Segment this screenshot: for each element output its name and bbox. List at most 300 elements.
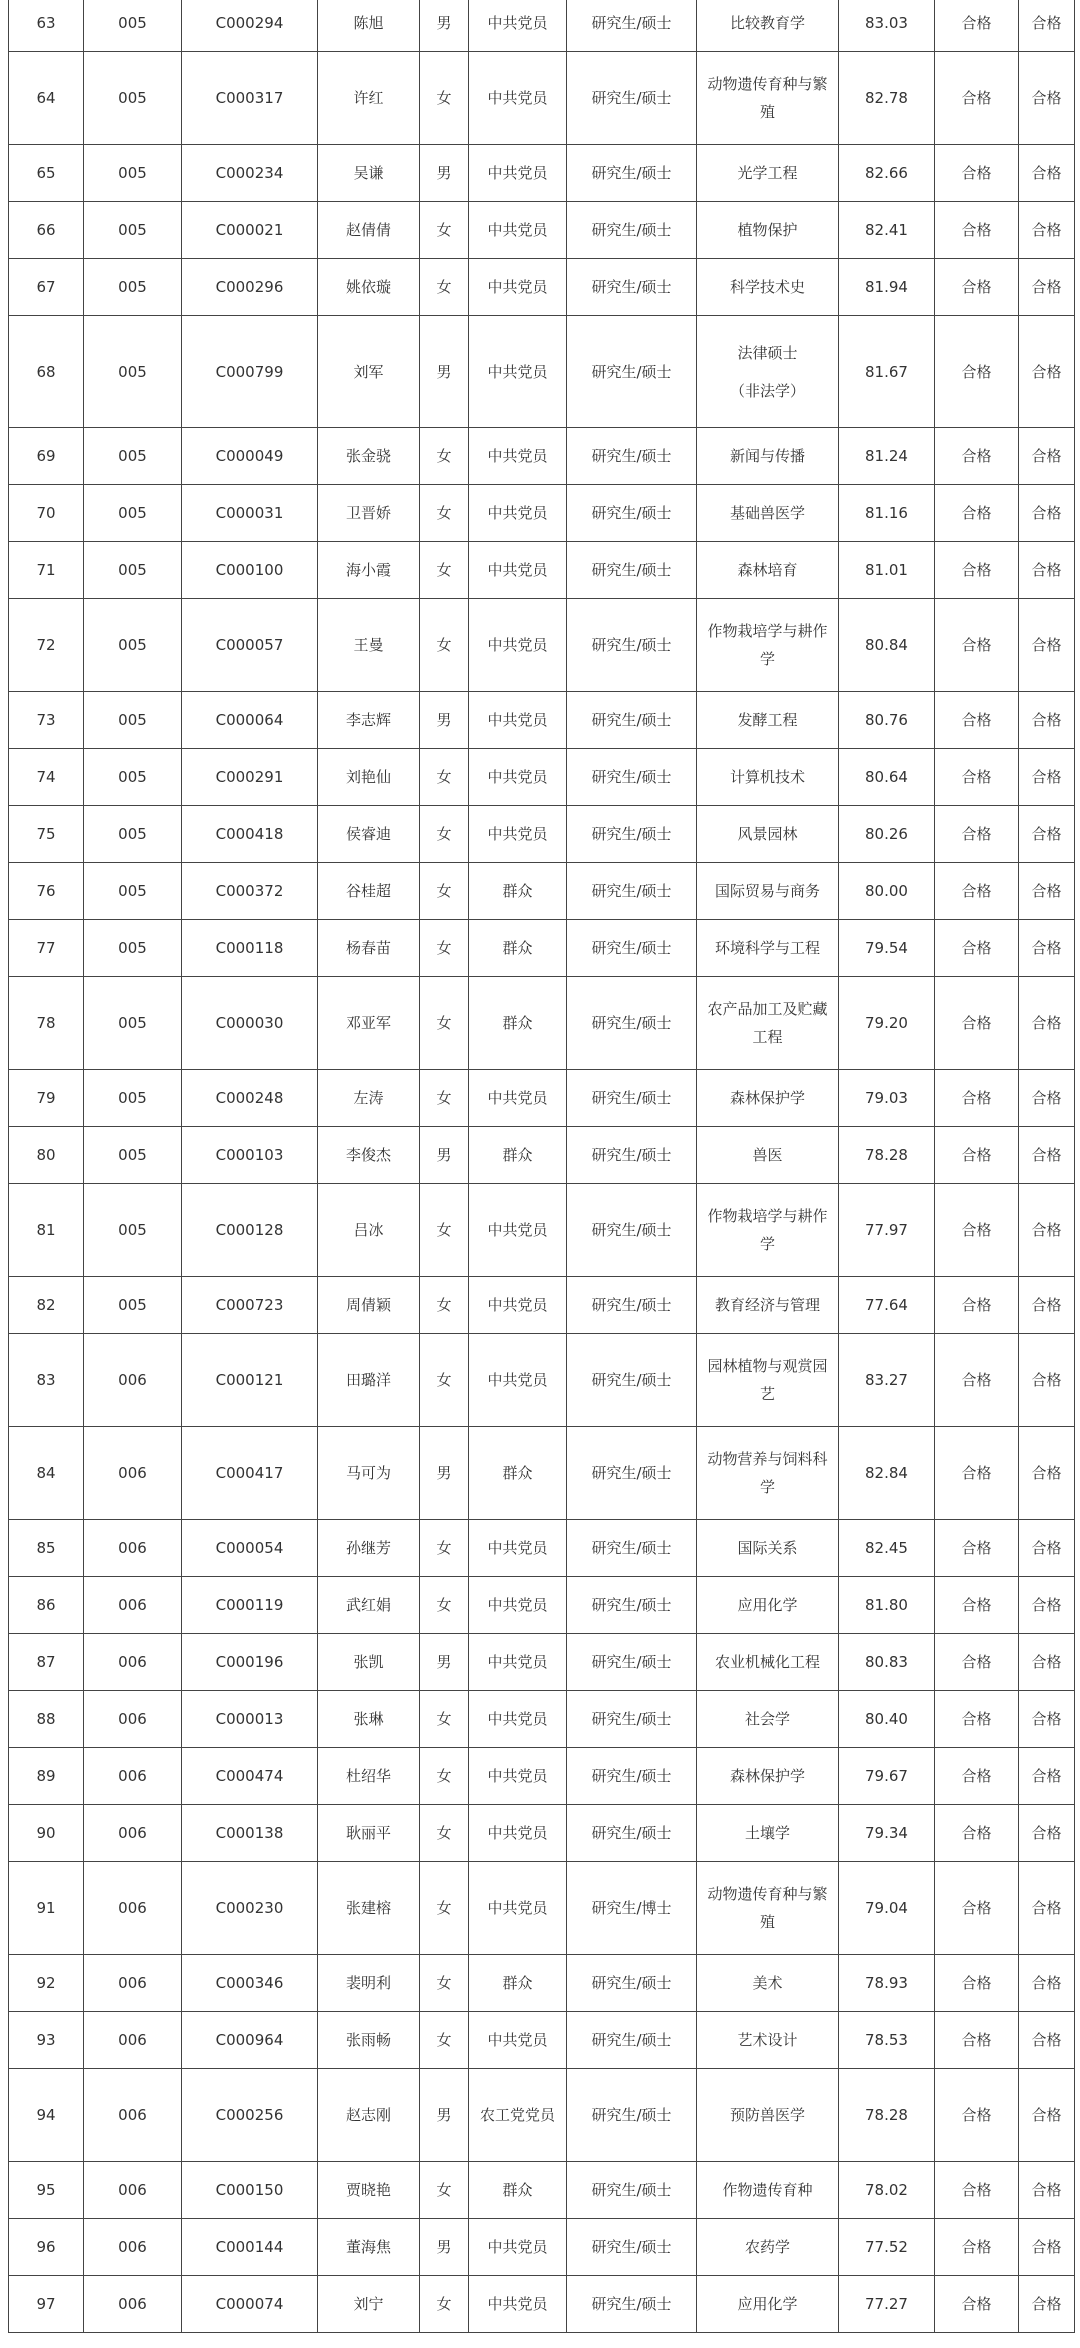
major-cell: 作物遗传育种 [697, 2162, 839, 2219]
row-number-cell: 75 [9, 806, 84, 863]
gender-cell: 女 [420, 52, 469, 145]
row-number-cell: 79 [9, 1070, 84, 1127]
row-number-cell: 90 [9, 1805, 84, 1862]
political-status-cell: 群众 [469, 977, 567, 1070]
political-status-cell: 中共党员 [469, 2276, 567, 2333]
score-cell: 78.53 [839, 2012, 935, 2069]
gender-cell: 男 [420, 1427, 469, 1520]
political-status-cell: 中共党员 [469, 1520, 567, 1577]
unit-code-cell: 006 [84, 1634, 182, 1691]
result-cell: 合格 [935, 1184, 1019, 1277]
unit-code-cell: 005 [84, 145, 182, 202]
table-row [9, 1070, 1075, 1127]
row-number-cell: 73 [9, 692, 84, 749]
education-cell: 研究生/硕士 [567, 863, 697, 920]
political-status-cell: 中共党员 [469, 1805, 567, 1862]
row-number-cell: 74 [9, 749, 84, 806]
unit-code-cell: 006 [84, 1334, 182, 1427]
unit-code-cell: 005 [84, 806, 182, 863]
result-cell: 合格 [935, 1691, 1019, 1748]
unit-code-cell: 006 [84, 1427, 182, 1520]
score-cell: 78.02 [839, 2162, 935, 2219]
major-cell: 比较教育学 [697, 0, 839, 52]
table-row [9, 259, 1075, 316]
name-cell: 侯睿迪 [318, 806, 420, 863]
gender-cell: 女 [420, 1748, 469, 1805]
unit-code-cell: 005 [84, 428, 182, 485]
education-cell: 研究生/硕士 [567, 1184, 697, 1277]
table-row [9, 1184, 1075, 1277]
result-cell: 合格 [1019, 1805, 1075, 1862]
score-cell: 81.67 [839, 316, 935, 428]
table-row [9, 1334, 1075, 1427]
candidate-id-cell: C000064 [182, 692, 318, 749]
score-cell: 79.04 [839, 1862, 935, 1955]
name-cell: 左涛 [318, 1070, 420, 1127]
table-row [9, 863, 1075, 920]
table-row [9, 1691, 1075, 1748]
result-cell: 合格 [1019, 259, 1075, 316]
score-cell: 77.97 [839, 1184, 935, 1277]
result-cell: 合格 [1019, 1748, 1075, 1805]
gender-cell: 女 [420, 977, 469, 1070]
unit-code-cell: 006 [84, 2162, 182, 2219]
candidate-id-cell: C000196 [182, 1634, 318, 1691]
gender-cell: 女 [420, 1277, 469, 1334]
table-row [9, 428, 1075, 485]
result-cell: 合格 [935, 52, 1019, 145]
score-cell: 81.24 [839, 428, 935, 485]
candidate-id-cell: C000799 [182, 316, 318, 428]
result-cell: 合格 [935, 1634, 1019, 1691]
table-row [9, 1577, 1075, 1634]
education-cell: 研究生/硕士 [567, 692, 697, 749]
score-cell: 78.93 [839, 1955, 935, 2012]
education-cell: 研究生/硕士 [567, 920, 697, 977]
name-cell: 卫晋娇 [318, 485, 420, 542]
education-cell: 研究生/硕士 [567, 1634, 697, 1691]
gender-cell: 女 [420, 1184, 469, 1277]
table-row [9, 1127, 1075, 1184]
candidate-id-cell: C000144 [182, 2219, 318, 2276]
row-number-cell: 66 [9, 202, 84, 259]
unit-code-cell: 006 [84, 2219, 182, 2276]
candidate-id-cell: C000296 [182, 259, 318, 316]
major-cell: 园林植物与观赏园艺 [697, 1334, 839, 1427]
education-cell: 研究生/硕士 [567, 259, 697, 316]
row-number-cell: 85 [9, 1520, 84, 1577]
major-cell: 光学工程 [697, 145, 839, 202]
table-row [9, 1427, 1075, 1520]
result-cell: 合格 [1019, 1184, 1075, 1277]
political-status-cell: 群众 [469, 1427, 567, 1520]
political-status-cell: 群众 [469, 863, 567, 920]
table-row [9, 0, 1075, 52]
score-cell: 77.64 [839, 1277, 935, 1334]
row-number-cell: 81 [9, 1184, 84, 1277]
unit-code-cell: 005 [84, 920, 182, 977]
major-cell: 发酵工程 [697, 692, 839, 749]
major-cell: 动物遗传育种与繁殖 [697, 52, 839, 145]
name-cell: 刘宁 [318, 2276, 420, 2333]
gender-cell: 女 [420, 485, 469, 542]
result-cell: 合格 [935, 1277, 1019, 1334]
major-cell: 基础兽医学 [697, 485, 839, 542]
result-cell: 合格 [935, 1748, 1019, 1805]
education-cell: 研究生/硕士 [567, 1955, 697, 2012]
political-status-cell: 群众 [469, 1127, 567, 1184]
score-cell: 79.67 [839, 1748, 935, 1805]
result-cell: 合格 [1019, 920, 1075, 977]
major-cell: 作物栽培学与耕作学 [697, 599, 839, 692]
name-cell: 李俊杰 [318, 1127, 420, 1184]
result-cell: 合格 [935, 920, 1019, 977]
unit-code-cell: 006 [84, 2069, 182, 2162]
name-cell: 张金骁 [318, 428, 420, 485]
gender-cell: 女 [420, 428, 469, 485]
unit-code-cell: 006 [84, 2276, 182, 2333]
table-row [9, 749, 1075, 806]
political-status-cell: 中共党员 [469, 2219, 567, 2276]
name-cell: 马可为 [318, 1427, 420, 1520]
score-cell: 80.00 [839, 863, 935, 920]
result-cell: 合格 [1019, 692, 1075, 749]
name-cell: 张凯 [318, 1634, 420, 1691]
candidate-id-cell: C000030 [182, 977, 318, 1070]
table-row [9, 2069, 1075, 2162]
education-cell: 研究生/硕士 [567, 806, 697, 863]
political-status-cell: 中共党员 [469, 1691, 567, 1748]
major-cell: 新闻与传播 [697, 428, 839, 485]
political-status-cell: 中共党员 [469, 0, 567, 52]
major-cell: 森林保护学 [697, 1748, 839, 1805]
result-cell: 合格 [935, 863, 1019, 920]
education-cell: 研究生/硕士 [567, 2276, 697, 2333]
unit-code-cell: 006 [84, 1748, 182, 1805]
result-cell: 合格 [935, 1805, 1019, 1862]
education-cell: 研究生/硕士 [567, 316, 697, 428]
result-cell: 合格 [935, 259, 1019, 316]
major-cell: 兽医 [697, 1127, 839, 1184]
row-number-cell: 70 [9, 485, 84, 542]
unit-code-cell: 005 [84, 52, 182, 145]
major-cell: 国际贸易与商务 [697, 863, 839, 920]
result-cell: 合格 [1019, 2276, 1075, 2333]
political-status-cell: 中共党员 [469, 749, 567, 806]
major-cell: 环境科学与工程 [697, 920, 839, 977]
education-cell: 研究生/硕士 [567, 2162, 697, 2219]
result-cell: 合格 [1019, 145, 1075, 202]
result-cell: 合格 [1019, 0, 1075, 52]
name-cell: 王曼 [318, 599, 420, 692]
political-status-cell: 中共党员 [469, 1577, 567, 1634]
row-number-cell: 64 [9, 52, 84, 145]
row-number-cell: 77 [9, 920, 84, 977]
gender-cell: 女 [420, 1805, 469, 1862]
name-cell: 刘艳仙 [318, 749, 420, 806]
education-cell: 研究生/硕士 [567, 1427, 697, 1520]
table-row [9, 1805, 1075, 1862]
row-number-cell: 71 [9, 542, 84, 599]
major-cell: 风景园林 [697, 806, 839, 863]
name-cell: 许红 [318, 52, 420, 145]
table-row [9, 316, 1075, 428]
result-cell: 合格 [1019, 428, 1075, 485]
gender-cell: 女 [420, 749, 469, 806]
result-cell: 合格 [1019, 1634, 1075, 1691]
table-row [9, 145, 1075, 202]
candidate-id-cell: C000103 [182, 1127, 318, 1184]
unit-code-cell: 005 [84, 542, 182, 599]
education-cell: 研究生/硕士 [567, 428, 697, 485]
candidate-id-cell: C000346 [182, 1955, 318, 2012]
result-cell: 合格 [935, 0, 1019, 52]
result-cell: 合格 [935, 599, 1019, 692]
score-cell: 82.66 [839, 145, 935, 202]
table-row [9, 1634, 1075, 1691]
political-status-cell: 中共党员 [469, 2012, 567, 2069]
score-cell: 82.45 [839, 1520, 935, 1577]
name-cell: 邓亚军 [318, 977, 420, 1070]
name-cell: 裴明利 [318, 1955, 420, 2012]
score-cell: 80.84 [839, 599, 935, 692]
political-status-cell: 群众 [469, 1955, 567, 2012]
score-cell: 80.40 [839, 1691, 935, 1748]
table-row [9, 52, 1075, 145]
candidate-id-cell: C000013 [182, 1691, 318, 1748]
name-cell: 谷桂超 [318, 863, 420, 920]
education-cell: 研究生/硕士 [567, 542, 697, 599]
score-cell: 78.28 [839, 2069, 935, 2162]
major-cell: 社会学 [697, 1691, 839, 1748]
score-cell: 82.41 [839, 202, 935, 259]
gender-cell: 女 [420, 259, 469, 316]
row-number-cell: 63 [9, 0, 84, 52]
result-cell: 合格 [935, 542, 1019, 599]
result-cell: 合格 [1019, 806, 1075, 863]
result-cell: 合格 [1019, 1427, 1075, 1520]
political-status-cell: 中共党员 [469, 1070, 567, 1127]
table-row [9, 202, 1075, 259]
result-cell: 合格 [935, 1577, 1019, 1634]
result-cell: 合格 [935, 1955, 1019, 2012]
gender-cell: 男 [420, 145, 469, 202]
gender-cell: 男 [420, 0, 469, 52]
score-cell: 77.52 [839, 2219, 935, 2276]
table-row [9, 1748, 1075, 1805]
row-number-cell: 69 [9, 428, 84, 485]
unit-code-cell: 005 [84, 1070, 182, 1127]
name-cell: 赵倩倩 [318, 202, 420, 259]
unit-code-cell: 006 [84, 1805, 182, 1862]
score-cell: 77.27 [839, 2276, 935, 2333]
gender-cell: 女 [420, 1862, 469, 1955]
name-cell: 杨春苗 [318, 920, 420, 977]
score-cell: 78.28 [839, 1127, 935, 1184]
education-cell: 研究生/硕士 [567, 0, 697, 52]
score-cell: 83.27 [839, 1334, 935, 1427]
education-cell: 研究生/硕士 [567, 1334, 697, 1427]
unit-code-cell: 005 [84, 1184, 182, 1277]
political-status-cell: 中共党员 [469, 1184, 567, 1277]
gender-cell: 男 [420, 2069, 469, 2162]
education-cell: 研究生/硕士 [567, 1277, 697, 1334]
political-status-cell: 中共党员 [469, 542, 567, 599]
result-cell: 合格 [935, 2069, 1019, 2162]
row-number-cell: 92 [9, 1955, 84, 2012]
result-cell: 合格 [1019, 749, 1075, 806]
result-cell: 合格 [935, 428, 1019, 485]
result-cell: 合格 [1019, 977, 1075, 1070]
unit-code-cell: 005 [84, 259, 182, 316]
education-cell: 研究生/硕士 [567, 2069, 697, 2162]
major-cell: 森林培育 [697, 542, 839, 599]
result-cell: 合格 [1019, 1070, 1075, 1127]
name-cell: 李志辉 [318, 692, 420, 749]
row-number-cell: 82 [9, 1277, 84, 1334]
gender-cell: 女 [420, 1691, 469, 1748]
education-cell: 研究生/硕士 [567, 1127, 697, 1184]
table-row [9, 920, 1075, 977]
name-cell: 陈旭 [318, 0, 420, 52]
education-cell: 研究生/硕士 [567, 2012, 697, 2069]
score-cell: 79.03 [839, 1070, 935, 1127]
gender-cell: 女 [420, 2162, 469, 2219]
gender-cell: 女 [420, 1334, 469, 1427]
table-row [9, 1277, 1075, 1334]
name-cell: 孙继芳 [318, 1520, 420, 1577]
name-cell: 武红娟 [318, 1577, 420, 1634]
candidate-id-cell: C000121 [182, 1334, 318, 1427]
education-cell: 研究生/硕士 [567, 599, 697, 692]
row-number-cell: 86 [9, 1577, 84, 1634]
major-cell: 应用化学 [697, 2276, 839, 2333]
table-row [9, 1520, 1075, 1577]
table-row [9, 599, 1075, 692]
result-cell: 合格 [1019, 542, 1075, 599]
political-status-cell: 农工党党员 [469, 2069, 567, 2162]
name-cell: 姚依璇 [318, 259, 420, 316]
education-cell: 研究生/硕士 [567, 2219, 697, 2276]
name-cell: 刘军 [318, 316, 420, 428]
gender-cell: 女 [420, 806, 469, 863]
candidate-id-cell: C000248 [182, 1070, 318, 1127]
gender-cell: 女 [420, 542, 469, 599]
unit-code-cell: 005 [84, 749, 182, 806]
score-cell: 80.64 [839, 749, 935, 806]
candidate-id-cell: C000372 [182, 863, 318, 920]
result-cell: 合格 [935, 145, 1019, 202]
political-status-cell: 群众 [469, 2162, 567, 2219]
major-cell: 农药学 [697, 2219, 839, 2276]
table-row [9, 1955, 1075, 2012]
results-table-container [8, 0, 1074, 2333]
major-cell: 法律硕士 （非法学） [697, 316, 839, 428]
result-cell: 合格 [1019, 1277, 1075, 1334]
result-cell: 合格 [1019, 2069, 1075, 2162]
table-row [9, 692, 1075, 749]
result-cell: 合格 [935, 2276, 1019, 2333]
candidate-id-cell: C000128 [182, 1184, 318, 1277]
candidate-id-cell: C000150 [182, 2162, 318, 2219]
name-cell: 耿丽平 [318, 1805, 420, 1862]
unit-code-cell: 006 [84, 1520, 182, 1577]
political-status-cell: 中共党员 [469, 1862, 567, 1955]
political-status-cell: 中共党员 [469, 1634, 567, 1691]
gender-cell: 男 [420, 1634, 469, 1691]
political-status-cell: 中共党员 [469, 145, 567, 202]
unit-code-cell: 005 [84, 202, 182, 259]
results-table [8, 0, 1075, 2333]
gender-cell: 女 [420, 2012, 469, 2069]
gender-cell: 男 [420, 692, 469, 749]
candidate-id-cell: C000100 [182, 542, 318, 599]
major-cell: 科学技术史 [697, 259, 839, 316]
score-cell: 79.20 [839, 977, 935, 1070]
major-cell: 动物营养与饲料科学 [697, 1427, 839, 1520]
education-cell: 研究生/硕士 [567, 485, 697, 542]
candidate-id-cell: C000031 [182, 485, 318, 542]
result-cell: 合格 [1019, 863, 1075, 920]
result-cell: 合格 [1019, 2219, 1075, 2276]
row-number-cell: 76 [9, 863, 84, 920]
score-cell: 82.84 [839, 1427, 935, 1520]
political-status-cell: 中共党员 [469, 1277, 567, 1334]
major-cell: 美术 [697, 1955, 839, 2012]
unit-code-cell: 005 [84, 863, 182, 920]
table-row [9, 2219, 1075, 2276]
row-number-cell: 83 [9, 1334, 84, 1427]
gender-cell: 男 [420, 2219, 469, 2276]
candidate-id-cell: C000418 [182, 806, 318, 863]
candidate-id-cell: C000119 [182, 1577, 318, 1634]
row-number-cell: 96 [9, 2219, 84, 2276]
major-cell: 动物遗传育种与繁殖 [697, 1862, 839, 1955]
result-cell: 合格 [935, 1127, 1019, 1184]
education-cell: 研究生/硕士 [567, 202, 697, 259]
row-number-cell: 80 [9, 1127, 84, 1184]
result-cell: 合格 [1019, 1520, 1075, 1577]
result-cell: 合格 [935, 2219, 1019, 2276]
table-body [9, 0, 1075, 2333]
name-cell: 吕冰 [318, 1184, 420, 1277]
major-cell: 森林保护学 [697, 1070, 839, 1127]
result-cell: 合格 [1019, 2162, 1075, 2219]
unit-code-cell: 005 [84, 977, 182, 1070]
result-cell: 合格 [935, 2162, 1019, 2219]
table-row [9, 806, 1075, 863]
score-cell: 80.76 [839, 692, 935, 749]
row-number-cell: 91 [9, 1862, 84, 1955]
score-cell: 81.94 [839, 259, 935, 316]
result-cell: 合格 [935, 692, 1019, 749]
table-row [9, 485, 1075, 542]
name-cell: 张琳 [318, 1691, 420, 1748]
education-cell: 研究生/硕士 [567, 1805, 697, 1862]
political-status-cell: 群众 [469, 920, 567, 977]
political-status-cell: 中共党员 [469, 316, 567, 428]
unit-code-cell: 005 [84, 599, 182, 692]
result-cell: 合格 [1019, 1691, 1075, 1748]
major-cell: 教育经济与管理 [697, 1277, 839, 1334]
candidate-id-cell: C000317 [182, 52, 318, 145]
candidate-id-cell: C000474 [182, 1748, 318, 1805]
table-row [9, 542, 1075, 599]
table-row [9, 977, 1075, 1070]
political-status-cell: 中共党员 [469, 52, 567, 145]
name-cell: 赵志刚 [318, 2069, 420, 2162]
score-cell: 81.80 [839, 1577, 935, 1634]
